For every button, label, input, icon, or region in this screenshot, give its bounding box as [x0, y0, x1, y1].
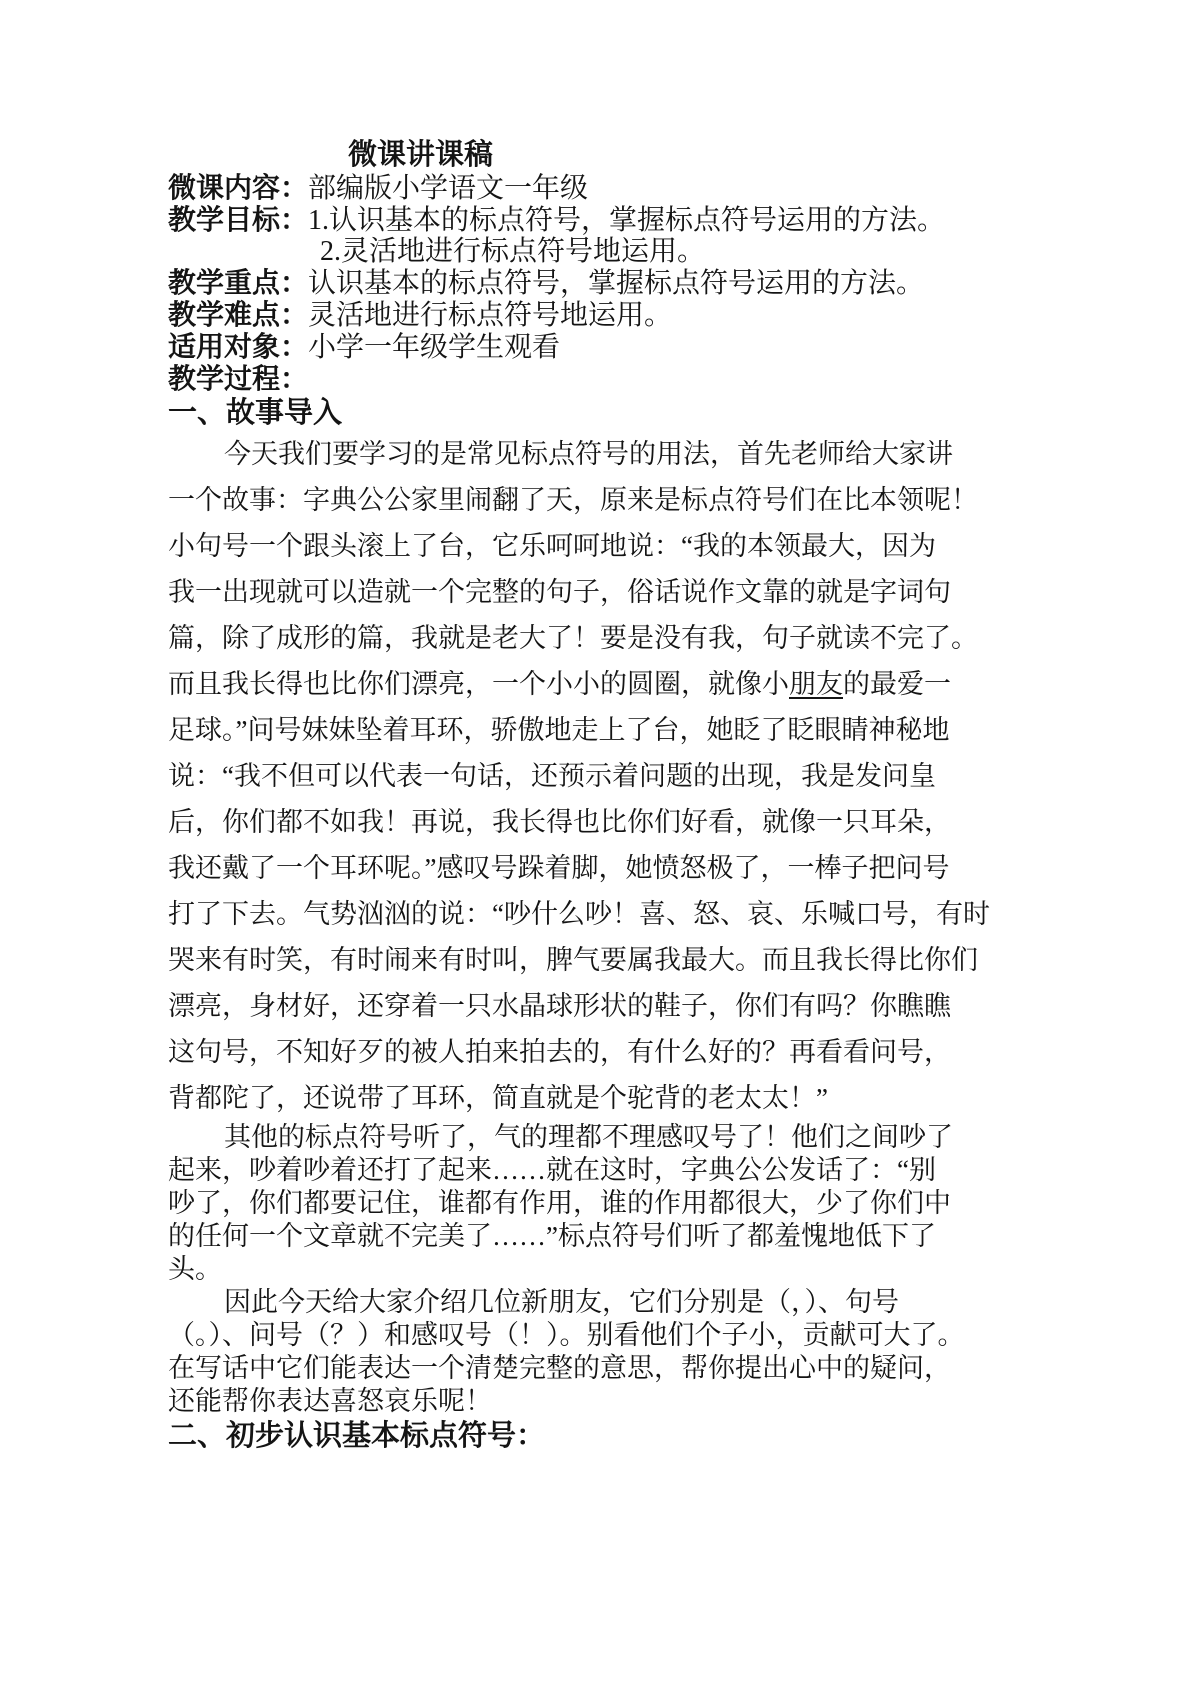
- story-paragraph: [168, 431, 990, 1121]
- text-line: 因此今天给大家介绍几位新朋友，它们分别是（，）、句号: [224, 1287, 899, 1317]
- text-line: 的任何一个文章就不完美了……”标点符号们听了都羞愧地低下了: [168, 1221, 936, 1251]
- meta-row-content: [168, 172, 958, 204]
- text-line: 打了下去。气势汹汹的说：“吵什么吵！喜、怒、哀、乐喊口号，有时: [168, 899, 990, 929]
- text-segment: 的最爱一: [843, 669, 951, 699]
- meta-label: 教学过程：: [168, 363, 309, 394]
- meta-value: 灵活地进行标点符号地运用。: [308, 300, 673, 331]
- text-line: 篇，除了成形的篇，我就是老大了！要是没有我，句子就读不完了。: [168, 623, 978, 653]
- text-line: 后，你们都不如我！再说，我长得也比你们好看，就像一只耳朵，: [168, 807, 951, 837]
- document-content: [168, 138, 990, 1454]
- text-line: 漂亮，身材好，还穿着一只水晶球形状的鞋子，你们有吗？你瞧瞧: [168, 991, 951, 1021]
- meta-label: 教学重点：: [168, 267, 309, 298]
- text-line: 背都陀了，还说带了耳环，简直就是个驼背的老太太！”: [168, 1083, 828, 1113]
- text-line: 今天我们要学习的是常见标点符号的用法，首先老师给大家讲: [224, 439, 953, 469]
- text-line: [168, 661, 958, 707]
- text-line: 还能帮你表达喜怒哀乐呢！: [168, 1386, 492, 1416]
- meta-row-difficulties: [168, 299, 958, 331]
- text-line: 我一出现就可以造就一个完整的句子，俗话说作文靠的就是字词句: [168, 577, 951, 607]
- meta-value: 认识基本的标点符号，掌握标点符号运用的方法。: [308, 268, 925, 299]
- meta-row-key-points: [168, 267, 958, 299]
- meta-row-goals: [168, 204, 958, 236]
- meta-label: 教学目标：: [168, 204, 309, 235]
- paragraph-2: [168, 1121, 958, 1286]
- meta-row-audience: [168, 331, 958, 363]
- meta-row-process: [168, 363, 958, 395]
- text-line: 在写话中它们能表达一个清楚完整的意思，帮你提出心中的疑问，: [168, 1353, 951, 1383]
- meta-value: 部编版小学语文一年级: [308, 173, 589, 204]
- meta-value: 小学一年级学生观看: [308, 332, 561, 363]
- meta-value: 1.认识基本的标点符号，掌握标点符号运用的方法。: [308, 205, 946, 236]
- text-line: 其他的标点符号听了，气的理都不理感叹号了！他们之间吵了: [224, 1122, 953, 1152]
- meta-label: 微课内容：: [168, 172, 309, 203]
- text-line: 起来，吵着吵着还打了起来……就在这时，字典公公发话了：“别: [168, 1155, 936, 1185]
- text-line: 说：“我不但可以代表一句话，还预示着问题的出现，我是发问皇: [168, 761, 936, 791]
- text-line: 哭来有时笑，有时闹来有时叫，脾气要属我最大。而且我长得比你们: [168, 945, 978, 975]
- section-heading-basic-punctuation: 二、初步认识基本标点符号：: [168, 1420, 546, 1452]
- meta-value-continuation: 2.灵活地进行标点符号地运用。: [320, 236, 706, 267]
- document-title: 微课讲课稿: [348, 139, 494, 171]
- paragraph-3: [168, 1286, 965, 1418]
- meta-label: 适用对象：: [168, 331, 309, 362]
- text-line: （。）、问号（？）和感叹号（！）。别看他们个子小，贡献可大了。: [168, 1320, 965, 1350]
- text-line: 一个故事：字典公公家里闹翻了天，原来是标点符号们在比本领呢！: [168, 485, 978, 515]
- text-segment: 而且我长得也比你们漂亮，一个小小的圆圈，就像小: [168, 669, 789, 699]
- meta-label: 教学难点：: [168, 299, 309, 330]
- section-heading-story-intro: 一、故事导入: [168, 397, 343, 429]
- text-line: 我还戴了一个耳环呢。”感叹号跺着脚，她愤怒极了，一棒子把问号: [168, 853, 950, 883]
- text-line: 头。: [168, 1254, 222, 1284]
- underlined-word: 朋友: [789, 669, 843, 699]
- text-line: 小句号一个跟头滚上了台，它乐呵呵地说：“我的本领最大，因为: [168, 531, 936, 561]
- text-line: 这句号，不知好歹的被人拍来拍去的，有什么好的？再看看问号，: [168, 1037, 951, 1067]
- text-line: 足球。”问号妹妹坠着耳环，骄傲地走上了台，她眨了眨眼睛神秘地: [168, 715, 950, 745]
- text-line: 吵了，你们都要记住，谁都有作用，谁的作用都很大，少了你们中: [168, 1188, 951, 1218]
